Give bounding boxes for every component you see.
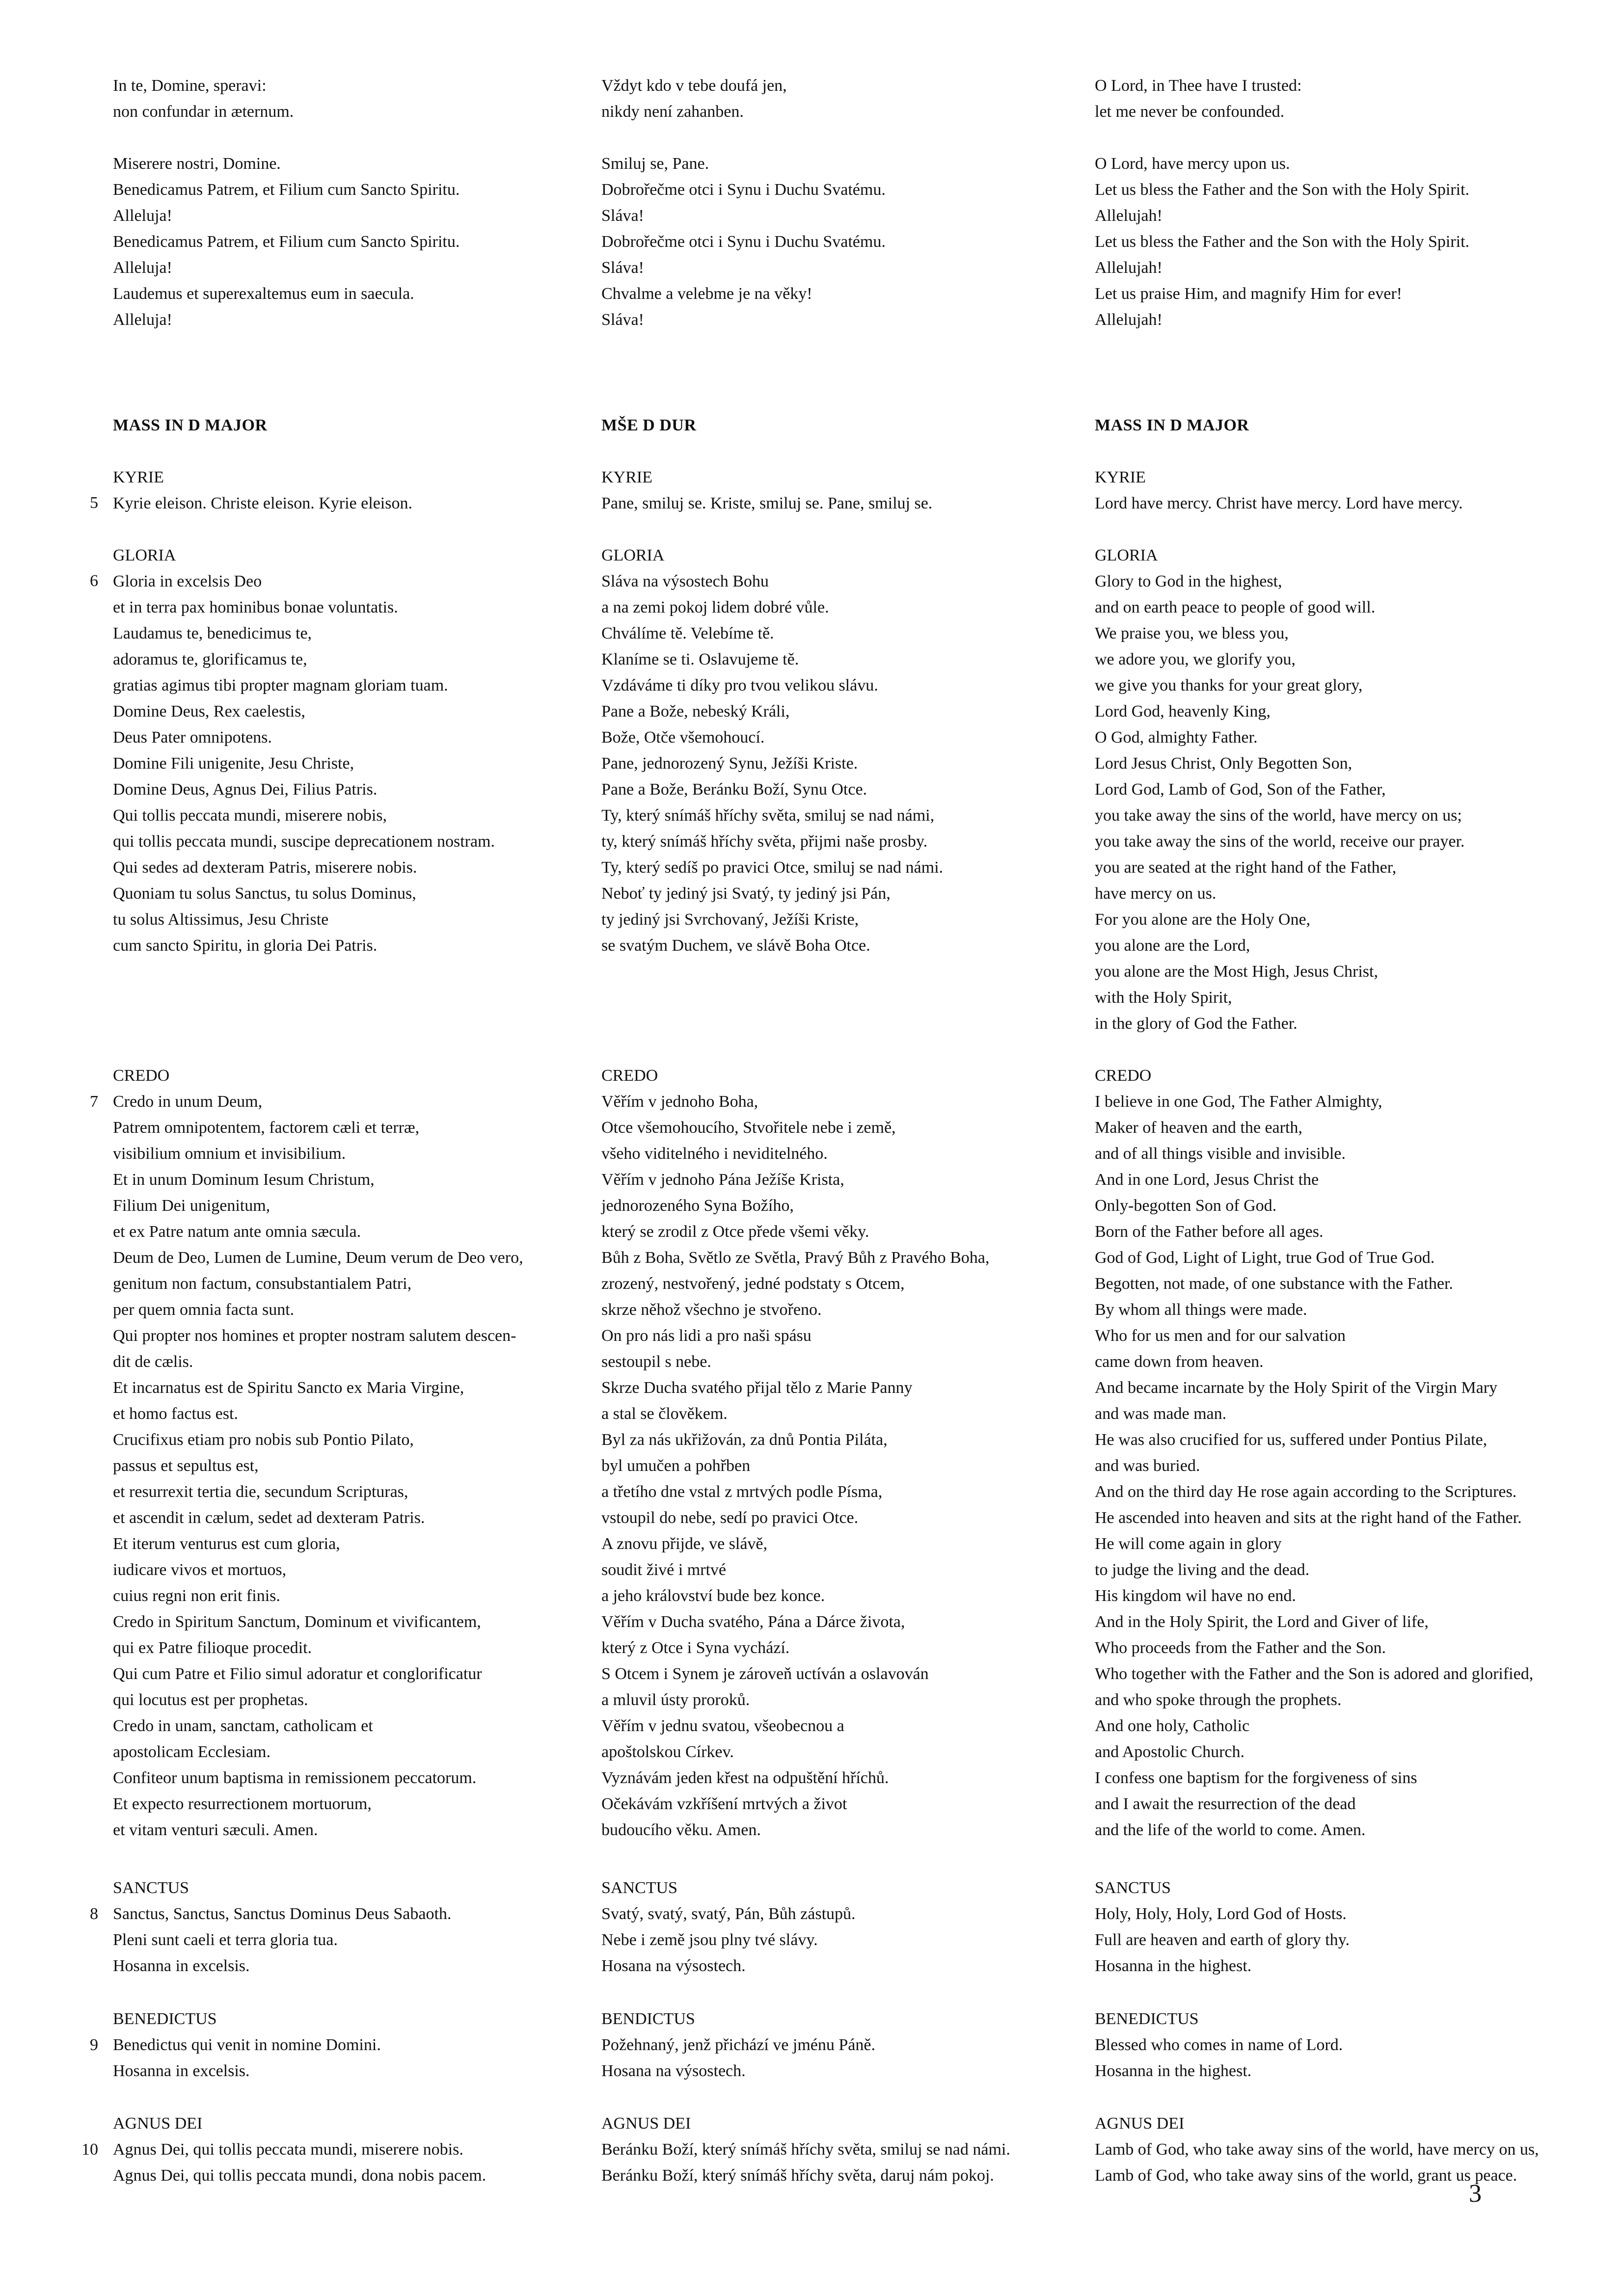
text-line: se svatým Duchem, ve slávě Boha Otce. [601,936,870,955]
text-line: Hosanna in excelsis. [113,1957,250,1975]
english-agnus-dei-section [1095,2110,1539,2189]
text-line: He ascended into heaven and sits at the right hand of the Father. [1095,1509,1522,1527]
text-line: O Lord, in Thee have I trusted: [1095,77,1302,95]
text-line: Full are heaven and earth of glory thy. [1095,1931,1350,1949]
text-line: všeho viditelného i neviditelného. [601,1145,828,1163]
text-line: His kingdom wil have no end. [1095,1587,1296,1605]
text-line: We praise you, we bless you, [1095,624,1289,642]
text-line: vstoupil do nebe, sedí po pravici Otce. [601,1509,859,1527]
text-line: Maker of heaven and the earth, [1095,1119,1302,1137]
text-line: Born of the Father before all ages. [1095,1223,1324,1241]
text-line: et in terra pax hominibus bonae voluntatis. [113,598,398,616]
text-line: et vitam venturi sæculi. Amen. [113,1821,318,1839]
english-benedictus-section [1095,2006,1343,2084]
text-line: He will come again in glory [1095,1535,1282,1553]
text-line: Qui tollis peccata mundi, miserere nobis, [113,806,387,825]
text-line: Allelujah! [1095,259,1163,277]
text-line: Sláva! [601,259,644,277]
text-line: soudit živé i mrtvé [601,1561,727,1579]
text-line: Kyrie eleison. Christe eleison. Kyrie eleison. [113,494,412,512]
text-line: Pane, jednorozený Synu, Ježíši Kriste. [601,754,858,773]
text-line: we give you thanks for your great glory, [1095,676,1363,694]
section-heading: KYRIE [113,468,164,486]
text-line: O Lord, have mercy upon us. [1095,155,1290,173]
text-line: Klaníme se ti. Oslavujeme tě. [601,650,799,668]
latin-credo-section [113,1063,523,1843]
text-line: Gloria in excelsis Deo [113,572,262,590]
text-line: By whom all things were made. [1095,1301,1307,1319]
text-line: Smiluj se, Pane. [601,155,709,173]
text-line: came down from heaven. [1095,1353,1264,1371]
text-line: Vyznávám jeden křest na odpuštění hříchů. [601,1769,889,1787]
spacer [113,438,495,464]
text-line: a jeho království bude bez konce. [601,1587,825,1605]
text-line: Bože, Otče všemohoucí. [601,728,765,747]
text-line: Hosana na výsostech. [601,1957,746,1975]
text-line: Věřím v Ducha svatého, Pána a Dárce života, [601,1613,905,1631]
text-line: O God, almighty Father. [1095,728,1258,747]
text-line: and I await the resurrection of the dead [1095,1795,1356,1813]
text-line: cum sancto Spiritu, in gloria Dei Patris. [113,936,378,955]
text-line: a stal se člověkem. [601,1405,728,1423]
latin-agnus-dei-section [113,2110,486,2189]
text-line: Otce všemohoucího, Stvořitele nebe i země, [601,1119,896,1137]
text-line: A znovu přijde, ve slávě, [601,1535,768,1553]
text-line: He was also crucified for us, suffered under Pontius Pilate, [1095,1431,1488,1449]
czech-agnus-dei-section [601,2110,1010,2189]
verse-number-kyrie: 5 [90,494,98,512]
text-line: Sláva! [601,311,644,329]
text-line: Beránku Boží, který snímáš hříchy světa, smiluj se nad námi. [601,2140,1010,2159]
text-line: Confiteor unum baptisma in remissionem peccatorum. [113,1769,477,1787]
text-line: I believe in one God, The Father Almighty, [1095,1093,1382,1111]
text-line: Agnus Dei, qui tollis peccata mundi, miserere nobis. [113,2140,463,2159]
page-number: 3 [1469,2180,1482,2208]
text-line: Miserere nostri, Domine. [113,155,281,173]
text-line: skrze něhož všechno je stvořeno. [601,1301,822,1319]
latin-intro-section [113,73,460,333]
text-line: Qui cum Patre et Filio simul adoratur et conglorificatur [113,1665,482,1683]
text-line: Et expecto resurrectionem mortuorum, [113,1795,372,1813]
text-line: Ty, který sedíš po pravici Otce, smiluj se nad námi. [601,858,944,877]
text-line: And became incarnate by the Holy Spirit of the Virgin Mary [1095,1379,1498,1397]
text-line: Who proceeds from the Father and the Son. [1095,1639,1386,1657]
text-line: Who for us men and for our salvation [1095,1327,1346,1345]
text-line: I confess one baptism for the forgiveness of sins [1095,1769,1417,1787]
text-line: et ascendit in cælum, sedet ad dexteram Patris. [113,1509,425,1527]
text-line: Beránku Boží, který snímáš hříchy světa, daruj nám pokoj. [601,2166,994,2185]
text-line: Hosanna in excelsis. [113,2062,250,2080]
text-line: in the glory of God the Father. [1095,1015,1298,1033]
text-line: and was buried. [1095,1457,1200,1475]
text-line: Deum de Deo, Lumen de Lumine, Deum verum de Deo vero, [113,1249,523,1267]
text-line: Lord God, Lamb of God, Son of the Father, [1095,780,1386,799]
text-line: Věřím v jednoho Pána Ježíše Krista, [601,1171,844,1189]
text-line: And one holy, Catholic [1095,1717,1250,1735]
text-line: jednorozeného Syna Božího, [601,1197,794,1215]
text-line: Věřím v jednoho Boha, [601,1093,758,1111]
text-line: and who spoke through the prophets. [1095,1691,1342,1709]
czech-mass-section [601,412,943,959]
text-line: Let us bless the Father and the Son with the Holy Spirit. [1095,233,1470,251]
section-heading: BENEDICTUS [113,2010,217,2028]
spacer [1095,438,1464,464]
section-heading: GLORIA [1095,546,1158,564]
text-line: a mluvil ústy proroků. [601,1691,750,1709]
text-line: iudicare vivos et mortuos, [113,1561,287,1579]
mass-title: MŠE D DUR [601,416,697,434]
latin-sanctus-section [113,1875,451,1979]
text-line: Očekávám vzkříšení mrtvých a život [601,1795,847,1813]
text-line: Laudemus et superexaltemus eum in saecula. [113,285,414,303]
text-line: and of all things visible and invisible. [1095,1145,1346,1163]
text-line: Dobrořečme otci i Synu i Duchu Svatému. [601,233,886,251]
text-line: Alleluja! [113,259,172,277]
text-line: with the Holy Spirit, [1095,988,1232,1007]
section-heading: CREDO [113,1067,170,1085]
english-credo-section [1095,1063,1533,1843]
text-line: et resurrexit tertia die, secundum Scripturas, [113,1483,408,1501]
text-line: cuius regni non erit finis. [113,1587,280,1605]
text-line: zrozený, nestvořený, jedné podstaty s Otcem, [601,1275,905,1293]
text-line: genitum non factum, consubstantialem Patri, [113,1275,412,1293]
section-heading: GLORIA [113,546,176,564]
text-line: Allelujah! [1095,311,1163,329]
section-heading: SANCTUS [1095,1879,1171,1897]
czech-intro-section [601,73,886,333]
text-line: non confundar in æternum. [113,103,294,121]
text-line: Begotten, not made, of one substance with the Father. [1095,1275,1453,1293]
text-line: visibilium omnium et invisibilium. [113,1145,346,1163]
text-line: Byl za nás ukřižován, za dnů Pontia Piláta, [601,1431,888,1449]
spacer [113,516,495,542]
text-line: Věřím v jednu svatou, všeobecnou a [601,1717,844,1735]
text-line: and Apostolic Church. [1095,1743,1245,1761]
text-line: který se zrodil z Otce přede všemi věky. [601,1223,869,1241]
english-intro-section [1095,73,1469,333]
verse-number-sanctus: 8 [90,1905,98,1923]
text-line: Bůh z Boha, Světlo ze Světla, Pravý Bůh z Pravého Boha, [601,1249,990,1267]
text-line: Vždyt kdo v tebe doufá jen, [601,77,787,95]
text-line: Et iterum venturus est cum gloria, [113,1535,340,1553]
text-line: apostolicam Ecclesiam. [113,1743,271,1761]
czech-benedictus-section [601,2006,875,2084]
text-line: Chvalme a velebme je na věky! [601,285,812,303]
text-line: Patrem omnipotentem, factorem cæli et terræ, [113,1119,420,1137]
section-heading: AGNUS DEI [113,2114,203,2133]
text-line: Allelujah! [1095,207,1163,225]
spacer [1095,516,1464,542]
text-line: dit de cælis. [113,1353,193,1371]
text-line: Et incarnatus est de Spiritu Sancto ex Maria Virgine, [113,1379,464,1397]
text-line: let me never be confounded. [1095,103,1285,121]
section-heading: SANCTUS [601,1879,677,1897]
text-line: and was made man. [1095,1405,1227,1423]
text-line: qui ex Patre filioque procedit. [113,1639,312,1657]
text-line: Quoniam tu solus Sanctus, tu solus Dominus, [113,884,416,903]
text-line: Let us bless the Father and the Son with the Holy Spirit. [1095,181,1470,199]
text-line: to judge the living and the dead. [1095,1561,1310,1579]
text-line: Sláva! [601,207,644,225]
text-line: Lamb of God, who take away sins of the world, have mercy on us, [1095,2140,1539,2159]
text-line: adoramus te, glorificamus te, [113,650,307,668]
text-line: Crucifixus etiam pro nobis sub Pontio Pilato, [113,1431,414,1449]
text-line: and the life of the world to come. Amen. [1095,1821,1366,1839]
latin-mass-section [113,412,495,959]
text-line: ty, který snímáš hříchy světa, přijmi naše prosby. [601,832,928,851]
text-line: In te, Domine, speravi: [113,77,267,95]
text-line: And in the Holy Spirit, the Lord and Giver of life, [1095,1613,1429,1631]
text-line: byl umučen a pohřben [601,1457,751,1475]
text-line: Laudamus te, benedicimus te, [113,624,312,642]
text-line: Blessed who comes in name of Lord. [1095,2036,1343,2054]
text-line: Agnus Dei, qui tollis peccata mundi, dona nobis pacem. [113,2166,487,2185]
text-line: Sláva na výsostech Bohu [601,572,769,590]
text-line: Hosana na výsostech. [601,2062,746,2080]
text-line: Požehnaný, jenž přichází ve jménu Páně. [601,2036,875,2054]
text-line: On pro nás lidi a pro naši spásu [601,1327,812,1345]
text-line: Sanctus, Sanctus, Sanctus Dominus Deus Sabaoth. [113,1905,452,1923]
text-line: Benedictus qui venit in nomine Domini. [113,2036,381,2054]
section-heading: SANCTUS [113,1879,189,1897]
text-line: Alleluja! [113,207,172,225]
text-line: apoštolskou Církev. [601,1743,734,1761]
text-line: qui tollis peccata mundi, suscipe deprecationem nostram. [113,832,495,851]
text-line: Who together with the Father and the Son is adored and glorified, [1095,1665,1534,1683]
text-line: you alone are the Lord, [1095,936,1250,955]
english-sanctus-section [1095,1875,1350,1979]
text-line: per quem omnia facta sunt. [113,1301,295,1319]
text-line: Dobrořečme otci i Synu i Duchu Svatému. [601,181,886,199]
spacer [1095,125,1469,151]
mass-title: MASS IN D MAJOR [1095,416,1249,434]
text-line: Svatý, svatý, svatý, Pán, Bůh zástupů. [601,1905,856,1923]
text-line: Holy, Holy, Holy, Lord God of Hosts. [1095,1905,1347,1923]
text-line: Alleluja! [113,311,172,329]
section-heading: CREDO [601,1067,658,1085]
verse-number-credo: 7 [90,1093,98,1111]
text-line: Credo in unum Deum, [113,1093,263,1111]
mass-title: MASS IN D MAJOR [113,416,268,434]
text-line: Hosanna in the highest. [1095,2062,1252,2080]
text-line: Benedicamus Patrem, et Filium cum Sancto Spiritu. [113,181,460,199]
text-line: Pane a Bože, Beránku Boží, Synu Otce. [601,780,867,799]
text-line: Hosanna in the highest. [1095,1957,1252,1975]
text-line: Pleni sunt caeli et terra gloria tua. [113,1931,338,1949]
text-line: qui locutus est per prophetas. [113,1691,308,1709]
text-line: Et in unum Dominum Iesum Christum, [113,1171,375,1189]
text-line: And in one Lord, Jesus Christ the [1095,1171,1319,1189]
verse-number-gloria: 6 [90,572,98,590]
text-line: sestoupil s nebe. [601,1353,711,1371]
text-line: který z Otce i Syna vychází. [601,1639,790,1657]
text-line: you alone are the Most High, Jesus Christ, [1095,962,1378,981]
text-line: Pane, smiluj se. Kriste, smiluj se. Pane, smiluj se. [601,494,933,512]
verse-number-benedictus: 9 [90,2036,98,2054]
section-heading: CREDO [1095,1067,1152,1085]
text-line: Lord God, heavenly King, [1095,702,1271,721]
verse-number-agnus: 10 [81,2140,98,2159]
text-line: you take away the sins of the world, have mercy on us; [1095,806,1462,825]
spacer [601,516,943,542]
text-line: ty jediný jsi Svrchovaný, Ježíši Kriste, [601,910,859,929]
text-line: Qui propter nos homines et propter nostram salutem descen- [113,1327,516,1345]
text-line: Skrze Ducha svatého přijal tělo z Marie Panny [601,1379,913,1397]
section-heading: KYRIE [1095,468,1146,486]
spacer [113,125,460,151]
text-line: For you alone are the Holy One, [1095,910,1311,929]
text-line: a třetího dne vstal z mrtvých podle Písma, [601,1483,883,1501]
section-heading: GLORIA [601,546,665,564]
text-line: Ty, který snímáš hříchy světa, smiluj se nad námi, [601,806,935,825]
section-heading: BENDICTUS [601,2010,695,2028]
text-line: Credo in Spiritum Sanctum, Dominum et vivificantem, [113,1613,481,1631]
text-line: And on the third day He rose again according to the Scriptures. [1095,1483,1517,1501]
text-line: nikdy není zahanben. [601,103,744,121]
text-line: have mercy on us. [1095,884,1217,903]
text-line: Lord have mercy. Christ have mercy. Lord have mercy. [1095,494,1463,512]
text-line: Credo in unam, sanctam, catholicam et [113,1717,373,1735]
text-line: Benedicamus Patrem, et Filium cum Sancto Spiritu. [113,233,460,251]
text-line: and on earth peace to people of good will. [1095,598,1376,616]
text-line: passus et sepultus est, [113,1457,259,1475]
text-line: Lord Jesus Christ, Only Begotten Son, [1095,754,1353,773]
text-line: we adore you, we glorify you, [1095,650,1296,668]
czech-sanctus-section [601,1875,856,1979]
text-line: God of God, Light of Light, true God of True God. [1095,1249,1435,1267]
text-line: Glory to God in the highest, [1095,572,1282,590]
text-line: budoucího věku. Amen. [601,1821,761,1839]
latin-benedictus-section [113,2006,381,2084]
text-line: gratias agimus tibi propter magnam gloriam tuam. [113,676,448,694]
text-line: Only-begotten Son of God. [1095,1197,1277,1215]
section-heading: KYRIE [601,468,652,486]
section-heading: AGNUS DEI [601,2114,691,2133]
text-line: Vzdáváme ti díky pro tvou velikou slávu. [601,676,878,694]
text-line: Lamb of God, who take away sins of the world, grant us peace. [1095,2166,1517,2185]
text-line: Filium Dei unigenitum, [113,1197,271,1215]
spacer [601,438,943,464]
text-line: et homo factus est. [113,1405,238,1423]
text-line: et ex Patre natum ante omnia sæcula. [113,1223,361,1241]
text-line: a na zemi pokoj lidem dobré vůle. [601,598,829,616]
text-line: Domine Deus, Rex caelestis, [113,702,305,721]
section-heading: BENEDICTUS [1095,2010,1199,2028]
text-line: Neboť ty jediný jsi Svatý, ty jediný jsi Pán, [601,884,891,903]
czech-credo-section [601,1063,989,1843]
text-line: Qui sedes ad dexteram Patris, miserere nobis. [113,858,417,877]
english-mass-section [1095,412,1464,1037]
spacer [601,125,886,151]
text-line: you take away the sins of the world, receive our prayer. [1095,832,1465,851]
text-line: Nebe i země jsou plny tvé slávy. [601,1931,818,1949]
text-line: Domine Deus, Agnus Dei, Filius Patris. [113,780,378,799]
text-line: S Otcem i Synem je zároveň uctíván a oslavován [601,1665,929,1683]
text-line: Domine Fili unigenite, Jesu Christe, [113,754,354,773]
text-line: Deus Pater omnipotens. [113,728,272,747]
section-heading: AGNUS DEI [1095,2114,1185,2133]
text-line: tu solus Altissimus, Jesu Christe [113,910,329,929]
text-line: Chválíme tě. Velebíme tě. [601,624,774,642]
text-line: you are seated at the right hand of the Father, [1095,858,1397,877]
text-line: Pane a Bože, nebeský Králi, [601,702,790,721]
text-line: Let us praise Him, and magnify Him for ever! [1095,285,1402,303]
